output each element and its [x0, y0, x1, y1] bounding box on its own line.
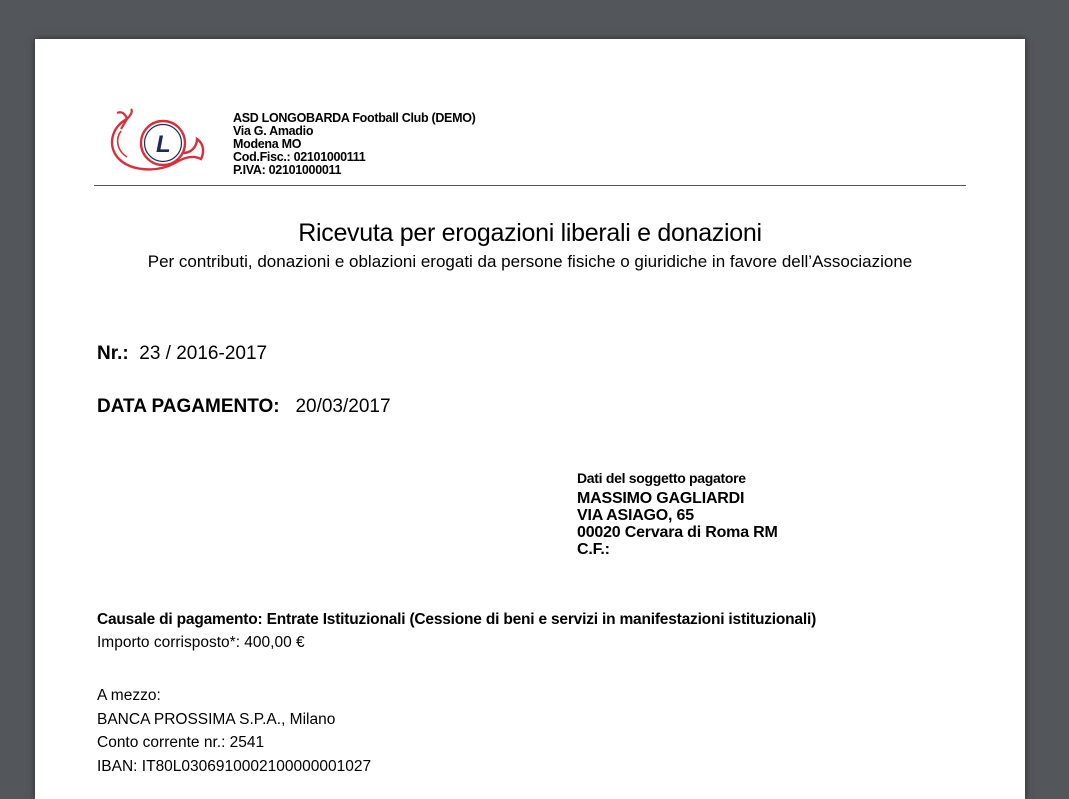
payment-reason: Causale di pagamento: Entrate Istituzionali (Cessione di beni e servizi in manifestazioni istituzionali) — [97, 611, 817, 628]
receipt-page — [35, 39, 1025, 799]
payment-date — [97, 396, 391, 418]
payment-iban: IBAN: IT80L0306910002100000001027 — [97, 757, 372, 775]
org-codfisc: Cod.Fisc.: 02101000111 — [233, 150, 366, 164]
receipt-number — [97, 343, 267, 365]
payer-name: MASSIMO GAGLIARDI — [577, 490, 745, 507]
document-title: Ricevuta per erogazioni liberali e donazioni — [298, 219, 762, 247]
logo-letter: L — [156, 131, 171, 158]
payer-city: 00020 Cervara di Roma RM — [577, 524, 778, 541]
payment-date-value: 20/03/2017 — [295, 396, 391, 417]
payer-address: VIA ASIAGO, 65 — [577, 507, 694, 524]
org-address: Via G. Amadio — [233, 124, 314, 138]
payer-info — [577, 490, 778, 558]
org-city: Modena MO — [233, 137, 302, 151]
payment-method-label: A mezzo: — [97, 687, 161, 704]
receipt-number-label: Nr.: — [97, 343, 129, 364]
payment-account: Conto corrente nr.: 2541 — [97, 734, 265, 751]
payer-cf: C.F.: — [577, 541, 610, 558]
org-name: ASD LONGOBARDA Football Club (DEMO) — [233, 111, 476, 125]
payment-amount: Importo corrisposto*: 400,00 € — [97, 634, 305, 651]
payment-bank: BANCA PROSSIMA S.P.A., Milano — [97, 710, 336, 728]
payment-method — [97, 684, 371, 778]
org-piva: P.IVA: 02101000011 — [233, 163, 342, 177]
header-divider — [94, 185, 966, 186]
payer-heading: Dati del soggetto pagatore — [577, 470, 746, 486]
document-subtitle: Per contributi, donazioni e oblazioni erogati da persone fisiche o giuridiche in favore dell’Associazione — [147, 252, 913, 271]
organization-info — [233, 112, 476, 177]
payment-date-label: DATA PAGAMENTO: — [97, 396, 280, 417]
receipt-number-value: 23 / 2016-2017 — [139, 343, 268, 364]
club-logo-icon — [105, 107, 215, 177]
